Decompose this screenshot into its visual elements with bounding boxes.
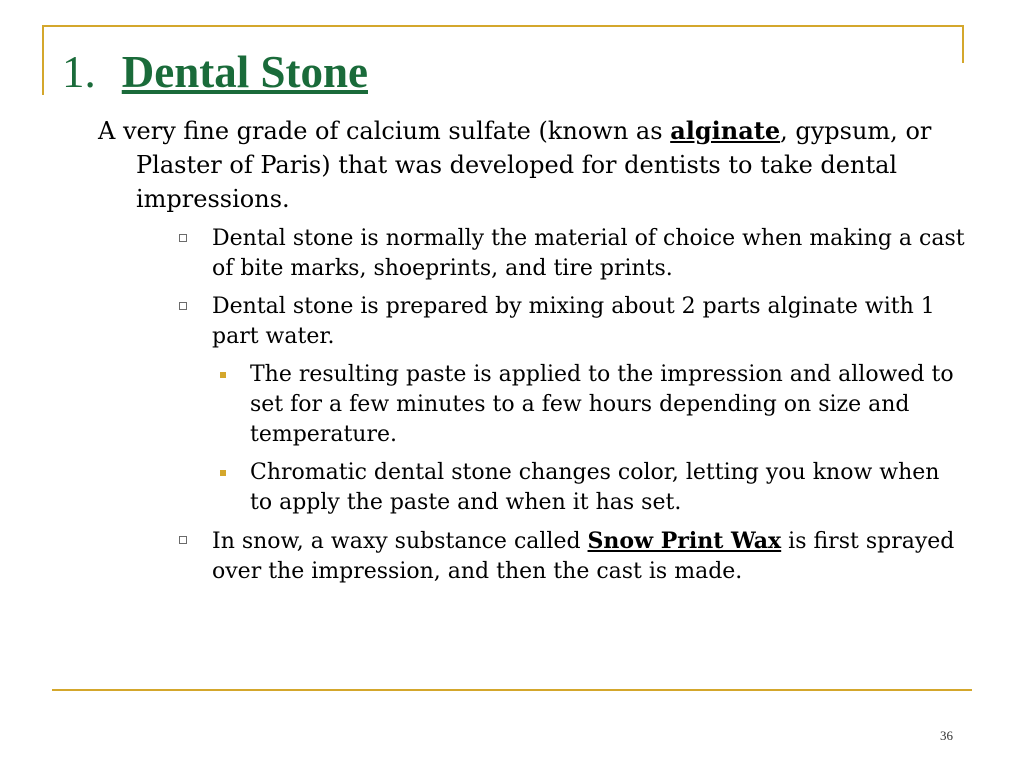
- title-text: Dental Stone: [121, 47, 368, 97]
- bullet-text-post: is first sprayed over the impression, and then the cast is made.: [212, 529, 955, 584]
- sub-bullet-item: [98, 360, 968, 450]
- bullet-item: [98, 292, 968, 352]
- sub-bullet-text: Chromatic dental stone changes color, letting you know when to apply the paste and when it has set.: [250, 460, 940, 515]
- keyword-snow-print-wax: Snow Print Wax: [587, 528, 782, 554]
- sub-bullet-item: [98, 458, 968, 518]
- square-bullet-icon: [179, 536, 187, 544]
- slide-number: 36: [940, 728, 953, 743]
- square-bullet-icon: [179, 234, 187, 242]
- right-border-line: [962, 25, 964, 63]
- bullet-text-pre: In snow, a waxy substance called: [212, 529, 588, 554]
- small-square-bullet-icon: [220, 372, 226, 378]
- small-square-bullet-icon: [220, 470, 226, 476]
- bullet-item: [98, 526, 968, 587]
- intro-text-pre: A very fine grade of calcium sulfate (known as: [98, 117, 671, 145]
- intro-paragraph: [98, 114, 968, 216]
- slide-body: [98, 114, 968, 587]
- bullet-text: Dental stone is normally the material of choice when making a cast of bite marks, shoeprints, and tire prints.: [212, 226, 965, 281]
- bullet-text: Dental stone is prepared by mixing about 2 parts alginate with 1 part water.: [212, 294, 935, 349]
- left-border-line: [42, 25, 44, 95]
- title-number: 1.: [62, 47, 96, 97]
- keyword-alginate: alginate: [670, 116, 781, 145]
- slide-title: [62, 44, 368, 100]
- bottom-divider: [52, 689, 972, 691]
- square-bullet-icon: [179, 302, 187, 310]
- top-border-line: [42, 25, 964, 27]
- intro-text-post: , gypsum, or Plaster of Paris) that was developed for dentists to take dental impressions.: [136, 117, 932, 213]
- bullet-item: [98, 224, 968, 284]
- sub-bullet-text: The resulting paste is applied to the impression and allowed to set for a few minutes to a few hours depending on size and temperature.: [250, 362, 954, 447]
